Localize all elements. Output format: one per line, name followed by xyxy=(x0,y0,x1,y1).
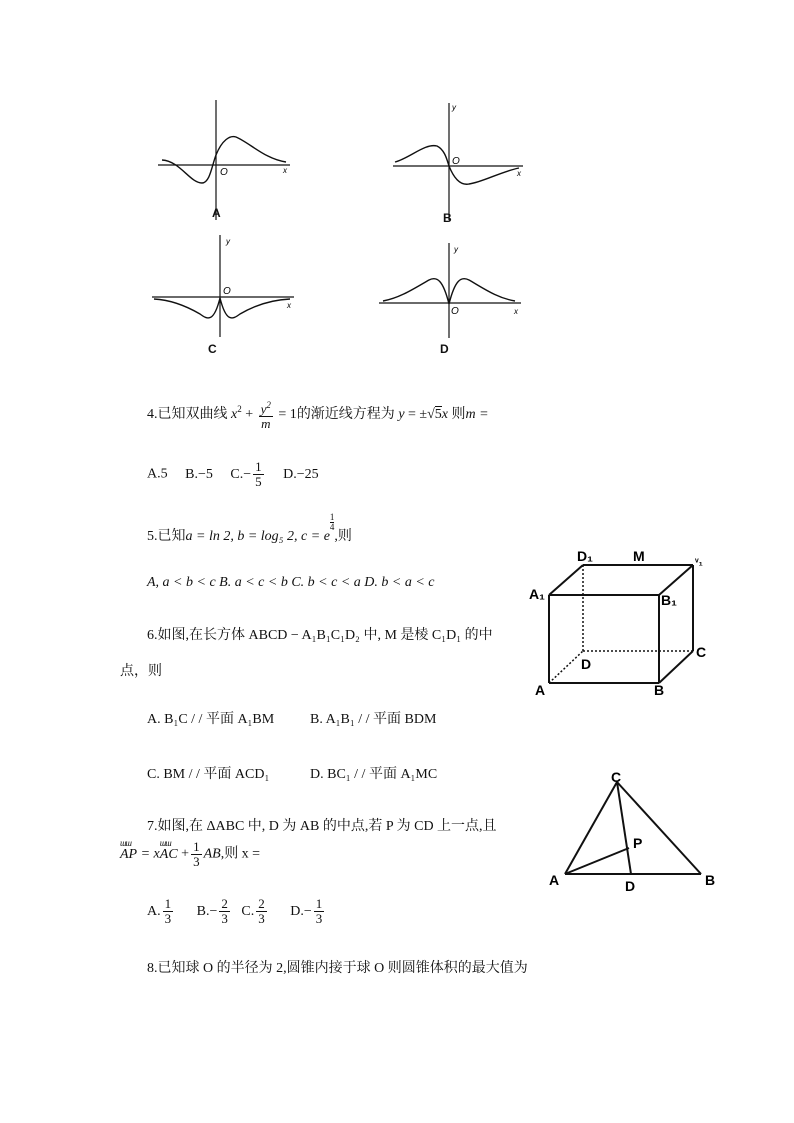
y-axis-label: y xyxy=(226,237,230,246)
origin-label: O xyxy=(452,156,460,167)
label-a: A xyxy=(549,872,560,888)
label-b: B xyxy=(705,872,716,888)
q6-line2: 点，则 xyxy=(120,664,162,679)
question-4: 4.已知双曲线 $x^2$ + $\frac{y^2}{m}$ = 1的渐近线方程为 y = ±√5x 则m = xyxy=(147,400,489,432)
q4-suffix: 则 xyxy=(451,406,466,422)
label-c: C xyxy=(696,644,707,660)
q5-prefix: 5.已知 xyxy=(147,529,186,544)
label-c: C xyxy=(611,769,622,785)
q4-end: m = xyxy=(465,406,489,422)
q4-option-a: A.5 xyxy=(147,466,168,482)
graph-c-label: C xyxy=(208,342,217,356)
x-axis-label: x xyxy=(517,169,521,178)
y-axis-label: y xyxy=(452,103,456,112)
x-axis-label: x xyxy=(283,166,287,175)
q7-line2: ɯɯ AP = x ɯɯ AC + $\frac{1}{3}$ AB,则 x = xyxy=(120,837,261,869)
label-b1: B₁ xyxy=(661,592,677,608)
origin-label: O xyxy=(451,306,459,317)
label-c1: ᵛ₁ xyxy=(695,557,703,568)
label-a1: A₁ xyxy=(529,586,545,602)
label-b: B xyxy=(654,682,665,698)
y-axis-label: y xyxy=(454,245,458,254)
edge-a1d1 xyxy=(549,565,583,595)
label-d: D xyxy=(581,656,592,672)
label-m: M xyxy=(633,548,645,564)
curve xyxy=(154,298,290,318)
x-axis-label: x xyxy=(287,301,291,310)
label-d: D xyxy=(625,878,636,894)
triangle-figure xyxy=(545,768,725,898)
q6-option-d: D. BC₁ / / 平面 A₁MC xyxy=(310,767,438,782)
label-p: P xyxy=(633,835,643,851)
edge-bc xyxy=(659,651,693,683)
graph-b xyxy=(385,98,530,223)
q7-option-d: D.− $\frac{1}{3}$ xyxy=(290,896,323,926)
q5-suffix: ,则 xyxy=(334,529,352,544)
segment-ap xyxy=(565,848,629,874)
graph-a xyxy=(150,95,295,225)
origin-label: O xyxy=(220,167,228,178)
graph-c xyxy=(148,232,298,342)
q4-mid: 的渐近线方程为 xyxy=(296,406,395,422)
graph-a-label: A xyxy=(212,206,221,220)
question-8: 8.已知球 O 的半径为 2,圆锥内接于球 O 则圆锥体积的最大值为 xyxy=(147,961,528,976)
label-a: A xyxy=(535,682,546,698)
edge-ca xyxy=(565,782,617,874)
q5-options: A, a < b < c B. a < c < b C. b < c < a D. b < a < c xyxy=(147,575,435,590)
graph-d-label: D xyxy=(440,342,449,356)
q4-options: A.5 B.−5 C.− $\frac{1}{5}$ D.−25 xyxy=(147,459,319,489)
q7-option-a: A. $\frac{1}{3}$ xyxy=(147,896,172,926)
graph-d xyxy=(375,240,525,340)
label-d1: D₁ xyxy=(577,548,593,564)
q7-option-b: B.− $\frac{2}{3}$ xyxy=(196,896,228,926)
q6-option-a: A. B₁C / / 平面 A₁BM xyxy=(147,712,275,727)
q6-option-c: C. BM / / 平面 ACD₁ xyxy=(147,767,270,782)
q5-expr: a = ln 2, b = log₅ 2, c = e xyxy=(185,529,330,544)
x-axis-label: x xyxy=(514,307,518,316)
q4-option-d: D.−25 xyxy=(283,466,319,482)
edge-b1c1 xyxy=(659,565,693,595)
q7-option-c: C. $\frac{2}{3}$ xyxy=(241,896,265,926)
origin-label: O xyxy=(223,286,231,297)
q6-option-b: B. A₁B₁ / / 平面 BDM xyxy=(310,712,437,727)
q6-line1: 6.如图,在长方体 ABCD − A₁B₁C₁D₂ 中, M 是棱 C₁D₁ 的中 xyxy=(147,628,493,643)
q4-option-c: C.− xyxy=(230,466,252,482)
q4-prefix: 4.已知双曲线 xyxy=(147,406,228,422)
q7-line1: 7.如图,在 ΔABC 中, D 为 AB 的中点,若 P 为 CD 上一点,且 xyxy=(147,819,497,834)
q4-option-b: B.−5 xyxy=(185,466,213,482)
cuboid-figure xyxy=(525,545,720,705)
edge-ad xyxy=(549,651,583,683)
question-5: 5.已知a = ln 2, b = log₅ 2, c = e $\frac{1}{4}$ ,则 xyxy=(147,512,352,544)
graph-b-label: B xyxy=(443,211,452,225)
q7-options xyxy=(147,897,326,926)
